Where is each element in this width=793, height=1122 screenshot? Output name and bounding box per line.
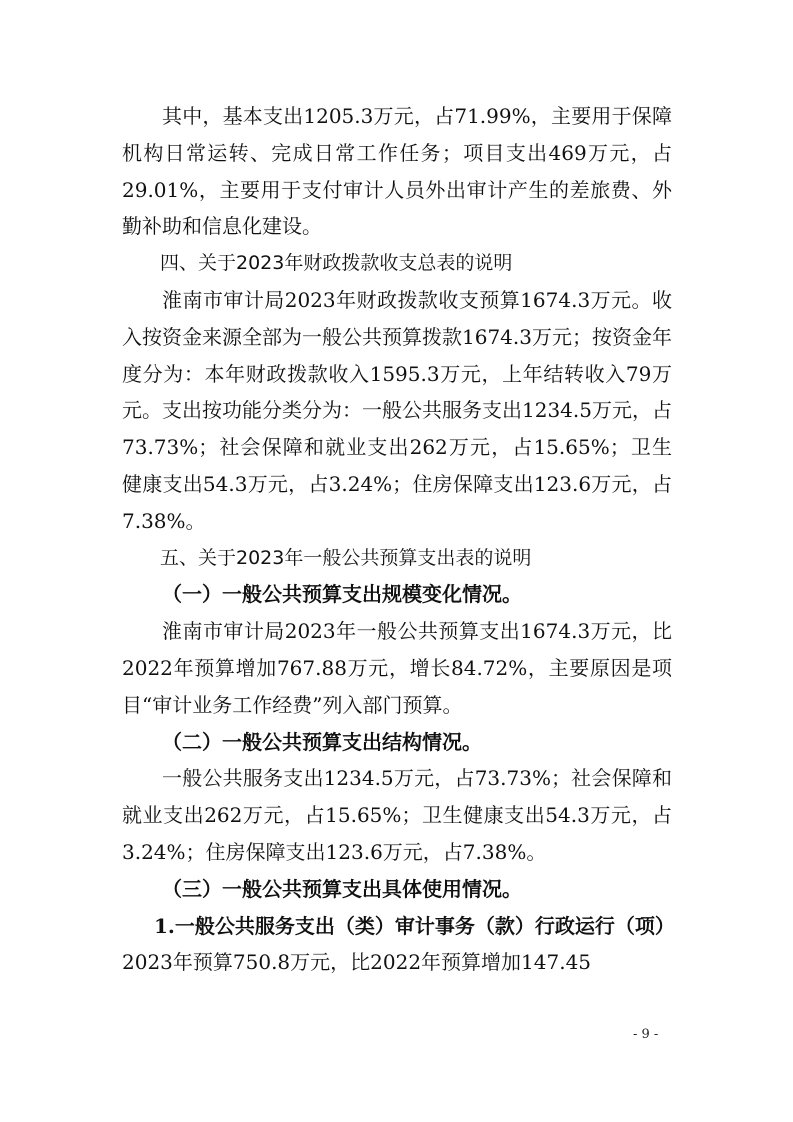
subheading-structure: （二）一般公共预算支出结构情况。: [162, 729, 482, 754]
document-body: [122, 98, 675, 981]
paragraph-scale-change: 淮南市审计局2023年一般公共预算支出1674.3万元，比2022年预算增加767.88万元，增长84.72%，主要原因是项目“审计业务工作经费”列入部门预算。: [122, 619, 672, 717]
item-title-administrative-operation: 1.一般公共服务支出（类）审计事务（款）行政运行（项）: [154, 913, 675, 938]
heading-section-5: 五、关于2023年一般公共预算支出表的说明: [160, 546, 532, 569]
subheading-usage: （三）一般公共预算支出具体使用情况。: [162, 876, 522, 901]
heading-section-4: 四、关于2023年财政拨款收支总表的说明: [160, 252, 513, 275]
paragraph-structure: 一般公共服务支出1234.5万元，占73.73%；社会保障和就业支出262万元，占15.65%；卫生健康支出54.3万元，占3.24%；住房保障支出123.6万元，占7.38%。: [122, 766, 672, 864]
paragraph-basic-expenditure: 其中，基本支出1205.3万元，占71.99%，主要用于保障机构日常运转、完成日常工作任务；项目支出469万元，占29.01%，主要用于支付审计人员外出审计产生的差旅费、外勤补助和信息化建设。: [122, 104, 672, 239]
item-text-administrative-operation: 2023年预算750.8万元，比2022年预算增加147.45: [122, 950, 592, 975]
page-number: - 9 -: [633, 1027, 659, 1042]
paragraph-fiscal-allocation-summary: 淮南市审计局2023年财政拨款收支预算1674.3万元。收入按资金来源全部为一般公共预算拨款1674.3万元；按资金年度分为：本年财政拨款收入1595.3万元，上年结转收入79万元。支出按功能分类分为：一般公共服务支出1234.5万元，占73.73%；社会保障和就业支出262万元，占15.65%；卫生健康支出54.3万元，占3.24%；住房保障支出123.6万元，占7.38%。: [122, 287, 672, 533]
paragraph-administrative-operation: [122, 908, 675, 982]
subheading-scale-change: （一）一般公共预算支出规模变化情况。: [162, 582, 522, 607]
